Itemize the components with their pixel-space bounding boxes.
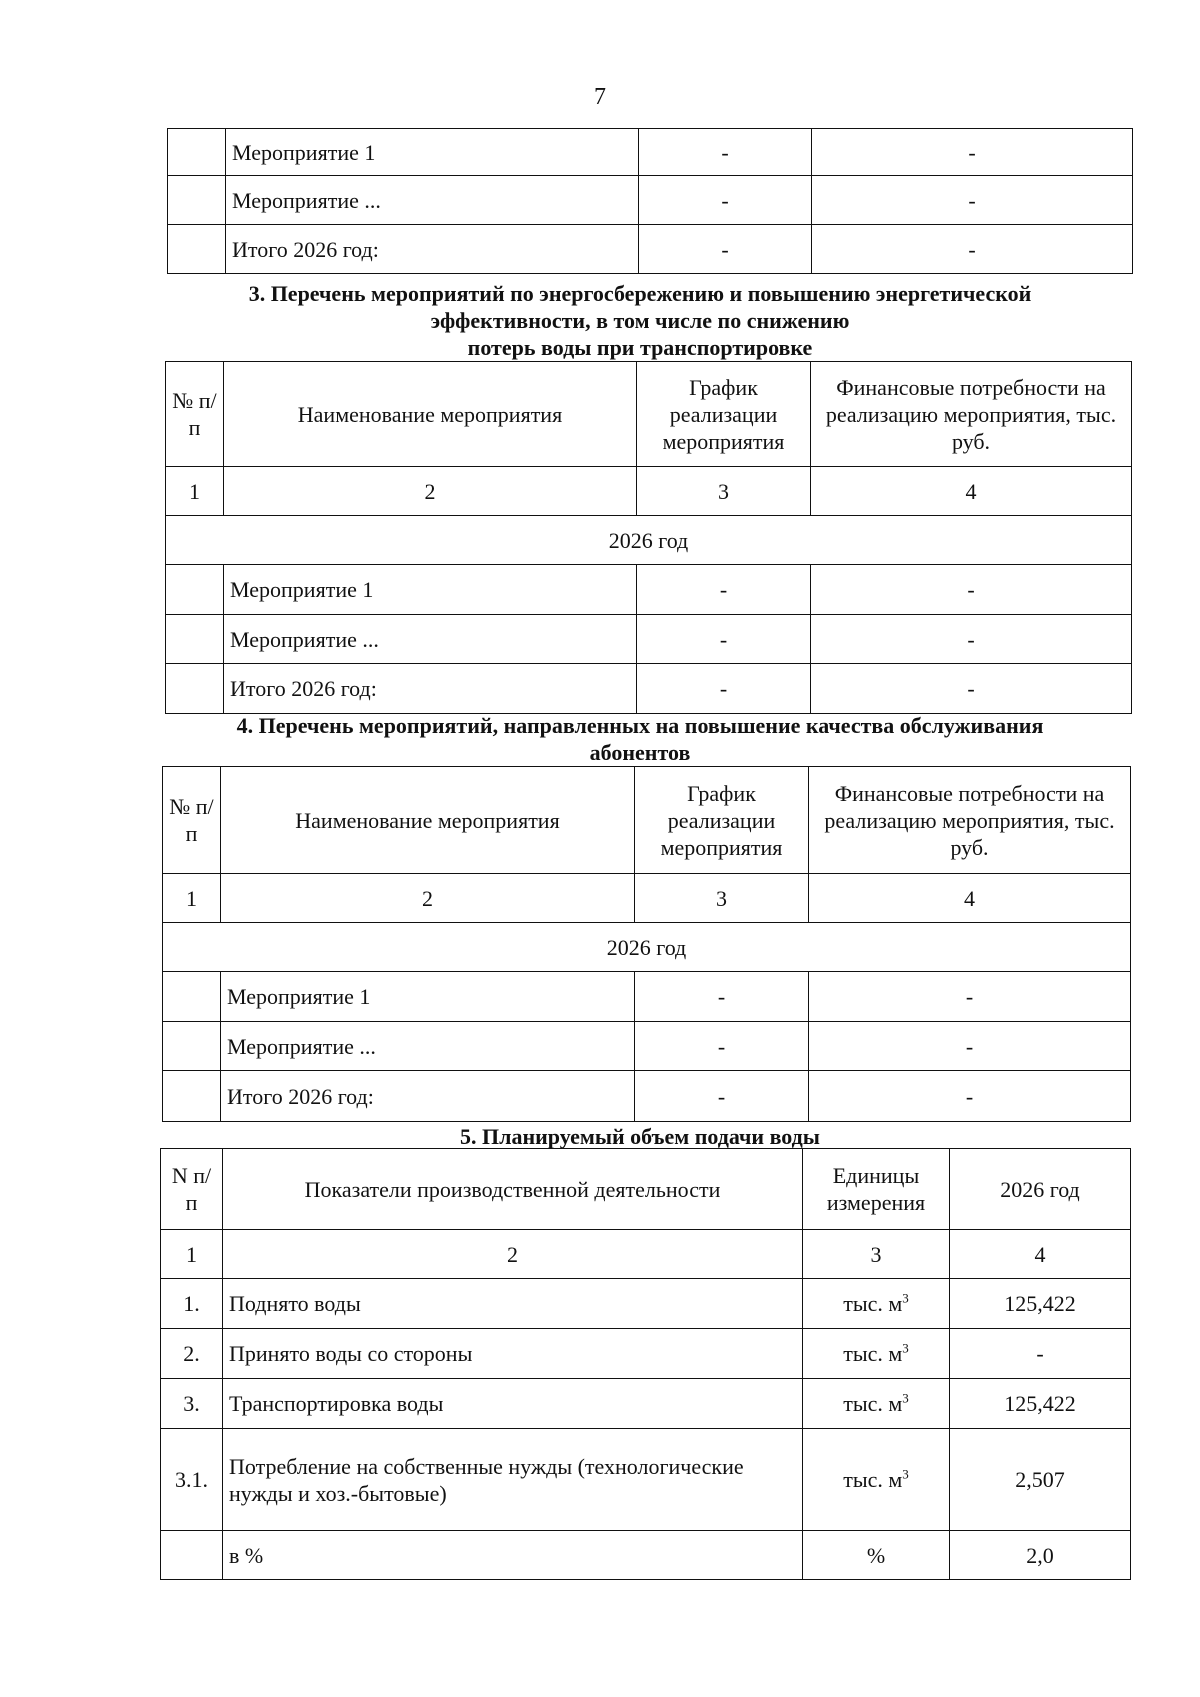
row-num: 2. xyxy=(161,1329,223,1379)
section4-title xyxy=(150,712,1130,766)
header-num: № п/п xyxy=(163,767,221,874)
unit-cell xyxy=(803,1379,950,1429)
table-top-continuation xyxy=(167,128,1133,274)
activity-finance: - xyxy=(812,225,1133,274)
activity-finance: - xyxy=(812,176,1133,225)
row-num: 3.1. xyxy=(161,1429,223,1531)
unit-superscript: 3 xyxy=(902,1340,909,1356)
activity-finance: - xyxy=(809,1022,1131,1071)
section4-table xyxy=(162,766,1131,1122)
table-header-row xyxy=(166,362,1132,467)
section3-title xyxy=(150,280,1130,361)
table-row xyxy=(168,129,1133,176)
value-cell: - xyxy=(950,1329,1131,1379)
header-name: Наименование мероприятия xyxy=(224,362,637,467)
activity-finance: - xyxy=(811,615,1132,664)
section5-table xyxy=(160,1148,1131,1580)
table-row xyxy=(161,1279,1131,1329)
table-row xyxy=(168,225,1133,274)
indicator-name: Потребление на собственные нужды (технологические нужды и хоз.-бытовые) xyxy=(223,1429,803,1531)
unit-text: тыс. м xyxy=(843,1467,903,1492)
activity-finance: - xyxy=(812,129,1133,176)
activity-name: Мероприятие ... xyxy=(221,1022,635,1071)
header-name: Наименование мероприятия xyxy=(221,767,635,874)
col-number: 4 xyxy=(811,467,1132,516)
activity-name: Итого 2026 год: xyxy=(226,225,639,274)
activity-schedule: - xyxy=(639,129,812,176)
indicator-name: Принято воды со стороны xyxy=(223,1329,803,1379)
column-number-row xyxy=(161,1230,1131,1279)
col-number: 3 xyxy=(637,467,811,516)
header-unit: Единицы измерения xyxy=(803,1149,950,1230)
row-num: 3. xyxy=(161,1379,223,1429)
table-header-row xyxy=(161,1149,1131,1230)
activity-schedule: - xyxy=(639,225,812,274)
row-num xyxy=(163,1022,221,1071)
row-num xyxy=(166,664,224,714)
section3-title-line: 3. Перечень мероприятий по энергосбережению и повышению энергетической xyxy=(248,281,1032,306)
table-row xyxy=(166,664,1132,714)
table-row xyxy=(161,1329,1131,1379)
row-num xyxy=(163,972,221,1022)
table-row xyxy=(166,565,1132,615)
row-num xyxy=(161,1531,223,1580)
activity-schedule: - xyxy=(635,1022,809,1071)
table-row xyxy=(161,1379,1131,1429)
col-number: 2 xyxy=(221,874,635,923)
table-row xyxy=(163,972,1131,1022)
activity-schedule: - xyxy=(635,972,809,1022)
col-number: 4 xyxy=(950,1230,1131,1279)
activity-name: Мероприятие 1 xyxy=(226,129,639,176)
header-finance: Финансовые потребности на реализацию мероприятия, тыс. руб. xyxy=(811,362,1132,467)
value-cell: 125,422 xyxy=(950,1379,1131,1429)
header-finance: Финансовые потребности на реализацию мероприятия, тыс. руб. xyxy=(809,767,1131,874)
column-number-row xyxy=(163,874,1131,923)
table-row xyxy=(161,1429,1131,1531)
unit-text: тыс. м xyxy=(843,1391,903,1416)
indicator-name: в % xyxy=(223,1531,803,1580)
activity-finance: - xyxy=(809,1071,1131,1122)
activity-name: Итого 2026 год: xyxy=(221,1071,635,1122)
unit-text: тыс. м xyxy=(843,1341,903,1366)
table-header-row xyxy=(163,767,1131,874)
col-number: 3 xyxy=(635,874,809,923)
table-row xyxy=(166,615,1132,664)
row-num xyxy=(166,565,224,615)
activity-schedule: - xyxy=(637,664,811,714)
row-num: 1. xyxy=(161,1279,223,1329)
activity-schedule: - xyxy=(639,176,812,225)
row-num xyxy=(168,176,226,225)
row-num xyxy=(166,615,224,664)
section4-title-line: абонентов xyxy=(589,740,691,765)
year-label: 2026 год xyxy=(163,923,1131,972)
value-cell: 2,0 xyxy=(950,1531,1131,1580)
value-cell: 125,422 xyxy=(950,1279,1131,1329)
table-row xyxy=(163,1022,1131,1071)
value-cell: 2,507 xyxy=(950,1429,1131,1531)
year-label: 2026 год xyxy=(166,516,1132,565)
unit-cell xyxy=(803,1329,950,1379)
activity-schedule: - xyxy=(635,1071,809,1122)
col-number: 1 xyxy=(166,467,224,516)
year-row xyxy=(166,516,1132,565)
header-year: 2026 год xyxy=(950,1149,1131,1230)
activity-name: Мероприятие 1 xyxy=(224,565,637,615)
col-number: 4 xyxy=(809,874,1131,923)
header-num: N п/п xyxy=(161,1149,223,1230)
table-row xyxy=(161,1531,1131,1580)
column-number-row xyxy=(166,467,1132,516)
activity-finance: - xyxy=(811,565,1132,615)
activity-name: Итого 2026 год: xyxy=(224,664,637,714)
activity-schedule: - xyxy=(637,565,811,615)
header-schedule: График реализации мероприятия xyxy=(635,767,809,874)
col-number: 1 xyxy=(163,874,221,923)
header-num: № п/п xyxy=(166,362,224,467)
section3-title-line: потерь воды при транспортировке xyxy=(467,335,813,360)
section3-title-line: эффективности, в том числе по снижению xyxy=(430,308,850,333)
unit-cell xyxy=(803,1279,950,1329)
activity-name: Мероприятие ... xyxy=(226,176,639,225)
col-number: 2 xyxy=(223,1230,803,1279)
unit-superscript: 3 xyxy=(902,1390,909,1406)
activity-name: Мероприятие ... xyxy=(224,615,637,664)
unit-superscript: 3 xyxy=(902,1290,909,1306)
activity-schedule: - xyxy=(637,615,811,664)
page-number: 7 xyxy=(594,84,606,110)
unit-cell xyxy=(803,1531,950,1580)
col-number: 1 xyxy=(161,1230,223,1279)
activity-name: Мероприятие 1 xyxy=(221,972,635,1022)
table-row xyxy=(168,176,1133,225)
year-row xyxy=(163,923,1131,972)
indicator-name: Транспортировка воды xyxy=(223,1379,803,1429)
activity-finance: - xyxy=(809,972,1131,1022)
row-num xyxy=(163,1071,221,1122)
unit-text: % xyxy=(866,1542,886,1568)
row-num xyxy=(168,225,226,274)
header-indicator: Показатели производственной деятельности xyxy=(223,1149,803,1230)
section5-title: 5. Планируемый объем подачи воды xyxy=(460,1124,820,1149)
unit-superscript: 3 xyxy=(902,1466,909,1482)
col-number: 3 xyxy=(803,1230,950,1279)
table-row xyxy=(163,1071,1131,1122)
unit-text: тыс. м xyxy=(843,1291,903,1316)
activity-finance: - xyxy=(811,664,1132,714)
header-schedule: График реализации мероприятия xyxy=(637,362,811,467)
section3-table xyxy=(165,361,1132,714)
section4-title-line: 4. Перечень мероприятий, направленных на повышение качества обслуживания xyxy=(236,713,1044,738)
indicator-name: Поднято воды xyxy=(223,1279,803,1329)
unit-cell xyxy=(803,1429,950,1531)
col-number: 2 xyxy=(224,467,637,516)
row-num xyxy=(168,129,226,176)
